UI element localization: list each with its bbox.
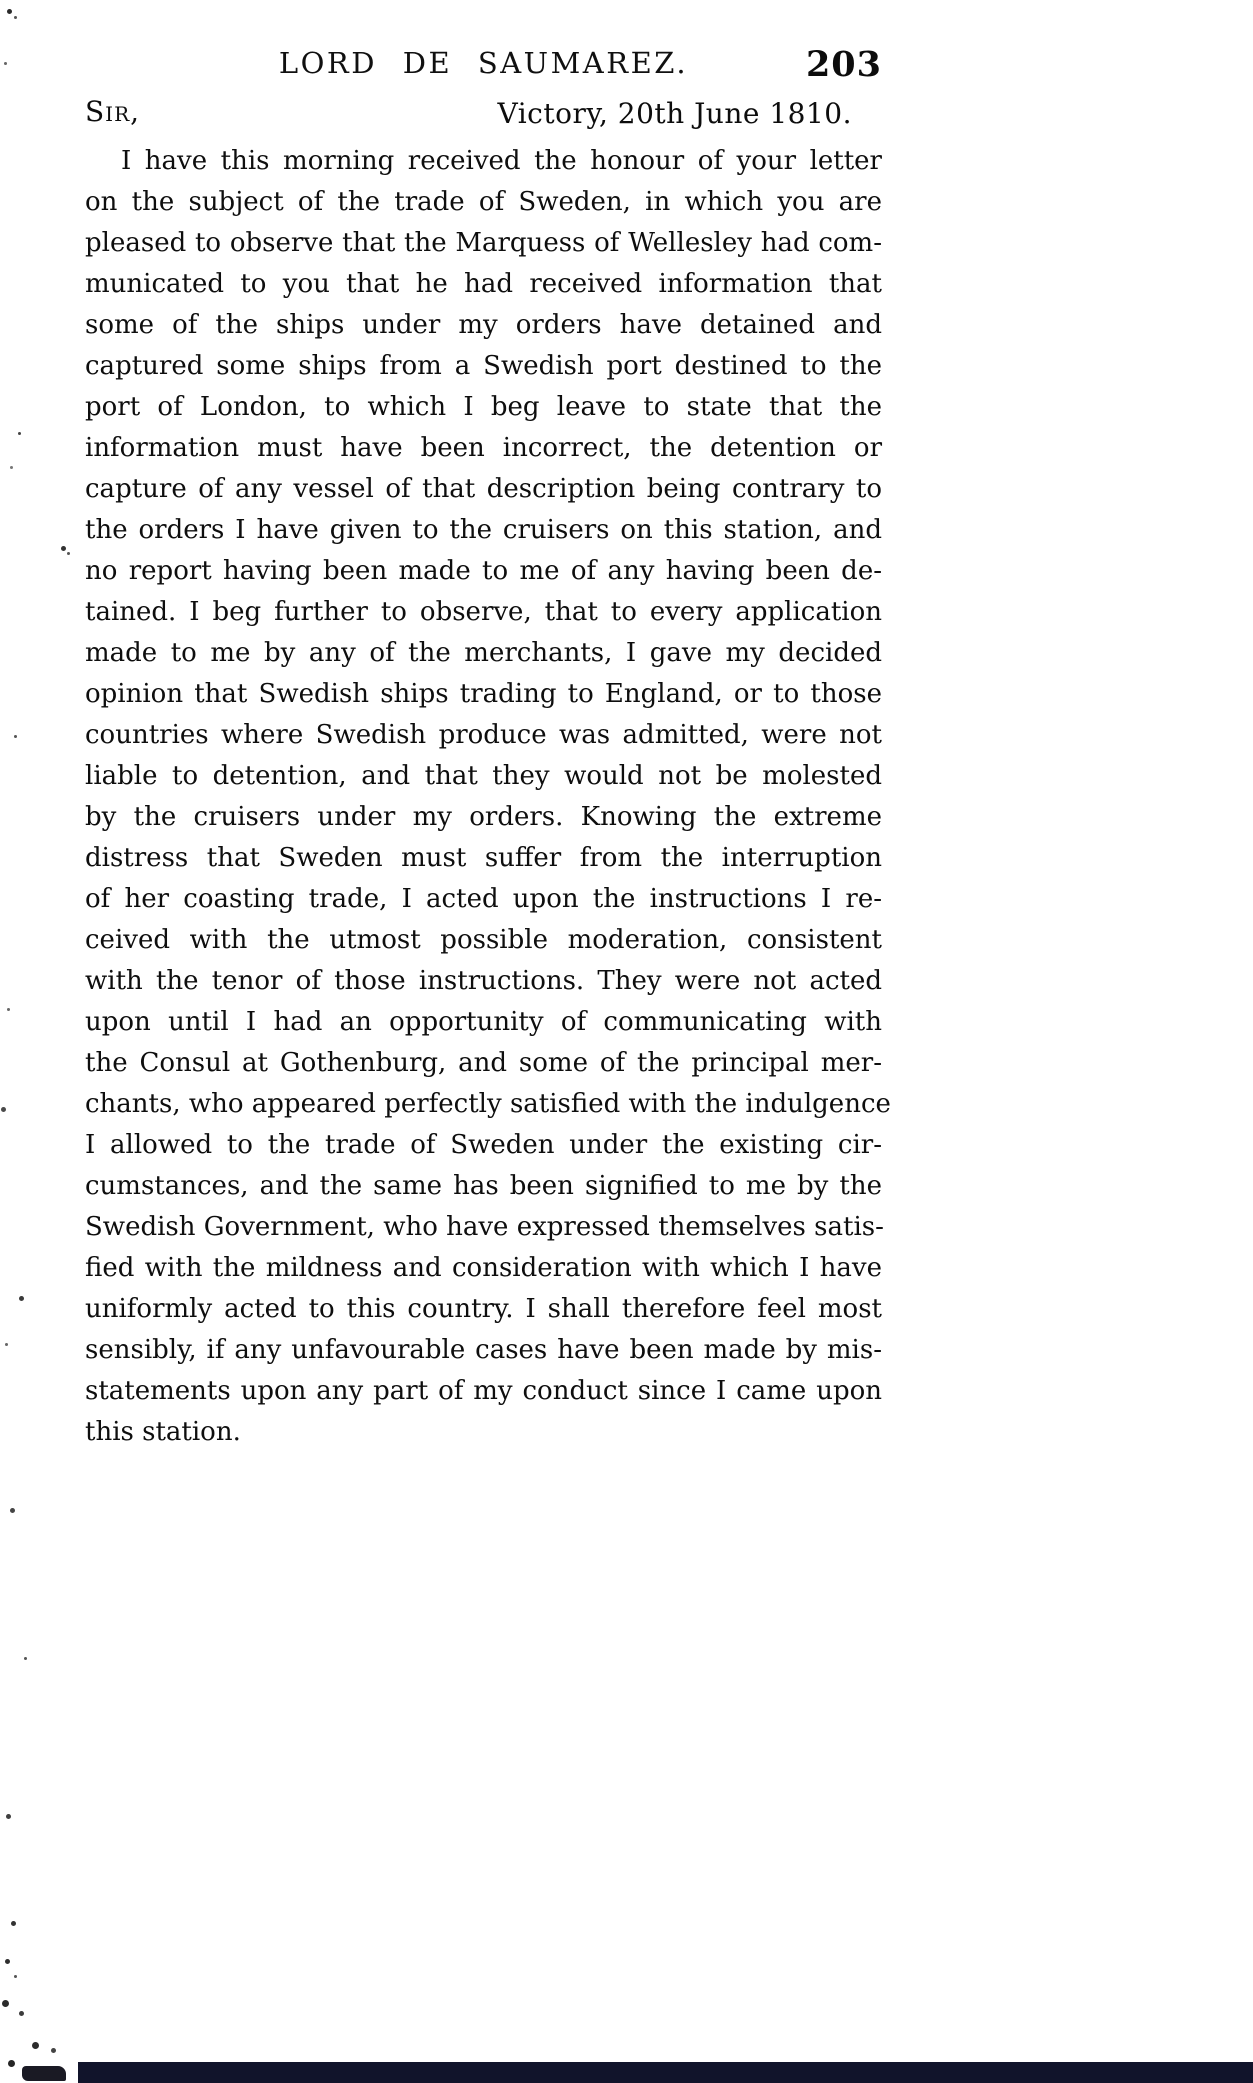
body-line: capture of any vessel of that description being contrary to bbox=[85, 474, 882, 504]
body-line: of her coasting trade, I acted upon the instructions I re- bbox=[85, 884, 882, 914]
salutation: Sir, bbox=[85, 95, 141, 128]
body-line: captured some ships from a Swedish port destined to the bbox=[85, 351, 882, 381]
body-line: the orders I have given to the cruisers on this station, and bbox=[85, 515, 882, 545]
body-line: port of London, to which I beg leave to state that the bbox=[85, 392, 882, 422]
body-line: by the cruisers under my orders. Knowing the extreme bbox=[85, 802, 882, 832]
page-number: 203 bbox=[805, 44, 882, 85]
scan-speckles bbox=[0, 0, 3, 3]
body-line: ceived with the utmost possible moderation, consistent bbox=[85, 925, 882, 955]
page-header bbox=[85, 44, 882, 84]
body-line: with the tenor of those instructions. They were not acted bbox=[85, 966, 882, 996]
body-line: fied with the mildness and consideration with which I have bbox=[85, 1253, 882, 1283]
salutation-row bbox=[85, 95, 882, 135]
running-title: LORD DE SAUMAREZ. bbox=[278, 46, 689, 80]
body-line: liable to detention, and that they would not be molested bbox=[85, 761, 882, 791]
body-line: on the subject of the trade of Sweden, in which you are bbox=[85, 187, 882, 217]
body-line: some of the ships under my orders have detained and bbox=[85, 310, 882, 340]
body-line: made to me by any of the merchants, I gave my decided bbox=[85, 638, 882, 668]
body-line: upon until I had an opportunity of communicating with bbox=[85, 1007, 882, 1037]
scan-edge-bar bbox=[78, 2062, 1253, 2083]
body-line: statements upon any part of my conduct since I came upon bbox=[85, 1376, 882, 1406]
body-line: distress that Sweden must suffer from the interruption bbox=[85, 843, 882, 873]
body-line: the Consul at Gothenburg, and some of the principal mer- bbox=[85, 1048, 882, 1078]
body-line: sensibly, if any unfavourable cases have been made by mis- bbox=[85, 1335, 882, 1365]
body-line: this station. bbox=[85, 1417, 241, 1447]
body-line: tained. I beg further to observe, that to every application bbox=[85, 597, 882, 627]
body-line: cumstances, and the same has been signified to me by the bbox=[85, 1171, 882, 1201]
body-line: countries where Swedish produce was admitted, were not bbox=[85, 720, 882, 750]
body-line: no report having been made to me of any having been de- bbox=[85, 556, 882, 586]
body-line: municated to you that he had received information that bbox=[85, 269, 882, 299]
body-line: I allowed to the trade of Sweden under the existing cir- bbox=[85, 1130, 882, 1160]
body-line: information must have been incorrect, the detention or bbox=[85, 433, 882, 463]
body-line: chants, who appeared perfectly satisfied with the indulgence bbox=[85, 1089, 891, 1119]
letter-body bbox=[85, 141, 891, 1453]
body-line: opinion that Swedish ships trading to England, or to those bbox=[85, 679, 882, 709]
body-line: Swedish Government, who have expressed themselves satis- bbox=[85, 1212, 884, 1242]
body-line: pleased to observe that the Marquess of Wellesley had com- bbox=[85, 228, 882, 258]
body-line: uniformly acted to this country. I shall therefore feel most bbox=[85, 1294, 882, 1324]
dateline: Victory, 20th June 1810. bbox=[497, 97, 852, 130]
scan-smudge bbox=[22, 2066, 66, 2081]
body-line: I have this morning received the honour of your letter bbox=[121, 146, 882, 176]
